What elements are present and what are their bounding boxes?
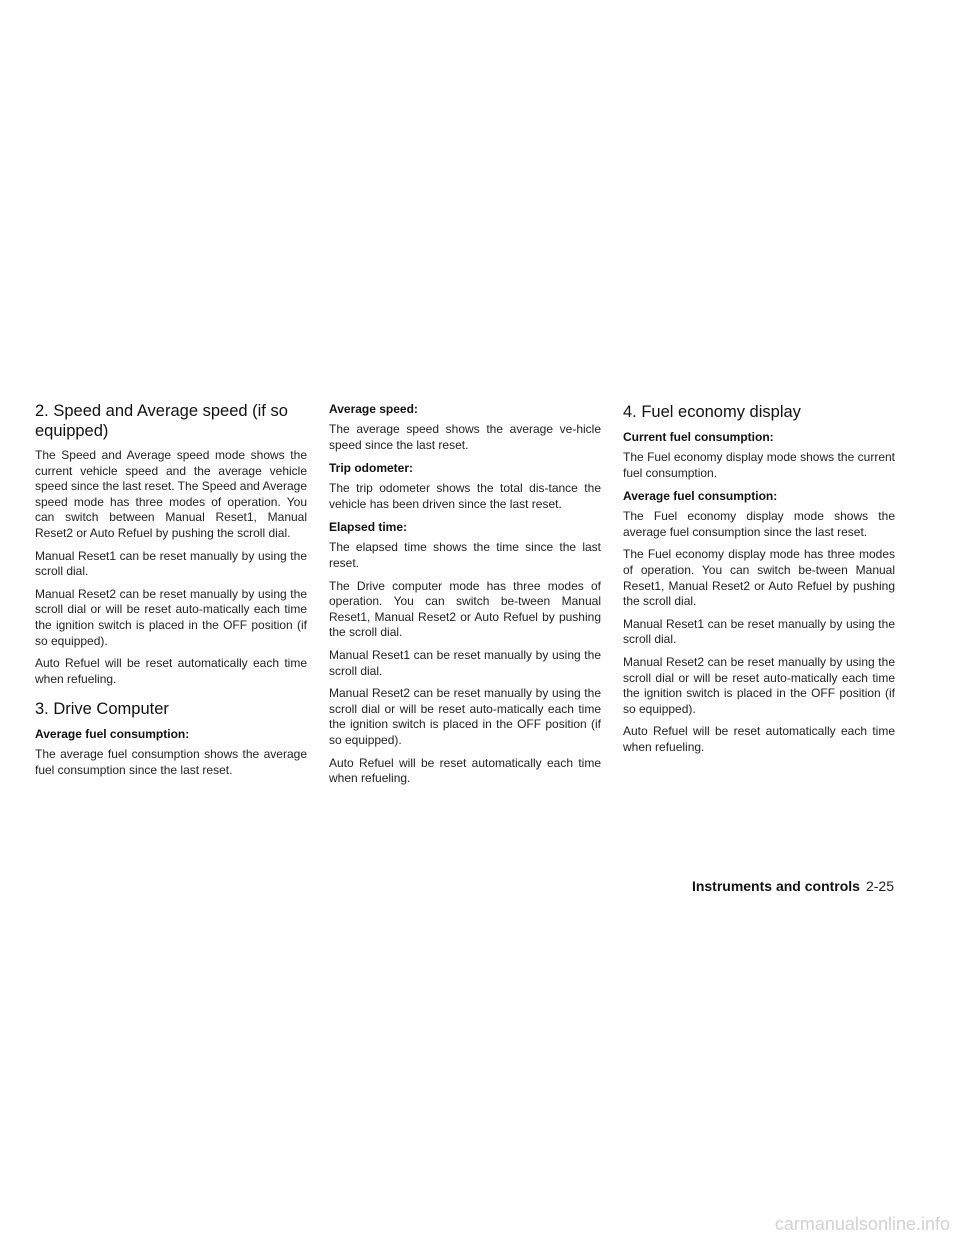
subheading-average-fuel: Average fuel consumption:: [623, 489, 778, 504]
heading-speed-average: 2. Speed and Average speed (if so equipped): [35, 402, 288, 440]
paragraph-manual-reset1: Manual Reset1 can be reset manually by using the scroll dial.: [329, 647, 601, 678]
paragraph-current-fuel: The Fuel economy display mode shows the current fuel consumption.: [623, 450, 895, 480]
subheading-trip-odometer: Trip odometer:: [329, 461, 414, 476]
paragraph-speed-intro: The Speed and Average speed mode shows the current vehicle speed and the average vehicle speed since the last reset. The Speed and Average speed mode has three modes of operation. You can switch between Manual Reset1, Manual Reset2 or Auto Refuel by pushing the scroll dial.: [35, 448, 307, 540]
paragraph-fuel-modes: The Fuel economy display mode has three modes of operation. You can switch be-tween Manual Reset1, Manual Reset2 or Auto Refuel by pushing the scroll dial.: [623, 547, 895, 609]
paragraph-average-speed: The average speed shows the average ve-hicle speed since the last reset.: [329, 422, 601, 452]
paragraph-manual-reset2: Manual Reset2 can be reset manually by using the scroll dial or will be reset auto-matically each time the ignition switch is placed in the OFF position (if so equipped).: [623, 654, 895, 716]
paragraph-manual-reset1: Manual Reset1 can be reset manually by using the scroll dial.: [35, 548, 307, 579]
subheading-elapsed-time: Elapsed time:: [329, 520, 408, 535]
footer-section-title: Instruments and controls: [691, 878, 860, 894]
paragraph-elapsed-time: The elapsed time shows the time since the last reset.: [329, 540, 601, 570]
subheading-average-speed: Average speed:: [329, 402, 418, 416]
paragraph-manual-reset2: Manual Reset2 can be reset manually by using the scroll dial or will be reset auto-matically each time the ignition switch is placed in the OFF position (if so equipped).: [329, 686, 601, 747]
paragraph-average-fuel: The average fuel consumption shows the average fuel consumption since the last reset.: [35, 747, 307, 777]
page-footer: [692, 878, 894, 894]
paragraph-manual-reset2: Manual Reset2 can be reset manually by using the scroll dial or will be reset auto-matically each time the ignition switch is placed in the OFF position (if so equipped).: [35, 586, 307, 648]
heading-drive-computer: 3. Drive Computer: [35, 700, 169, 719]
paragraph-drive-modes: The Drive computer mode has three modes of operation. You can switch be-tween Manual Reset1, Manual Reset2 or Auto Refuel by pushing the scroll dial.: [329, 578, 601, 640]
subheading-current-fuel: Current fuel consumption:: [623, 430, 774, 444]
paragraph-trip-odometer: The trip odometer shows the total dis-tance the vehicle has been driven since the last reset.: [329, 481, 601, 511]
paragraph-auto-refuel: Auto Refuel will be reset automatically each time when refueling.: [329, 755, 601, 786]
paragraph-auto-refuel: Auto Refuel will be reset automatically each time when refueling.: [35, 656, 307, 686]
paragraph-manual-reset1: Manual Reset1 can be reset manually by using the scroll dial.: [623, 616, 895, 647]
paragraph-auto-refuel: Auto Refuel will be reset automatically each time when refueling.: [623, 724, 895, 754]
column-right: [623, 402, 895, 763]
heading-fuel-economy: 4. Fuel economy display: [623, 403, 801, 421]
paragraph-average-fuel: The Fuel economy display mode shows the average fuel consumption since the last reset.: [623, 509, 895, 539]
watermark: carmanualsonline.info: [774, 1214, 950, 1234]
column-left: [35, 401, 307, 786]
page-number: 2-25: [865, 878, 894, 894]
subheading-average-fuel: Average fuel consumption:: [35, 727, 190, 742]
column-middle: [329, 401, 601, 794]
